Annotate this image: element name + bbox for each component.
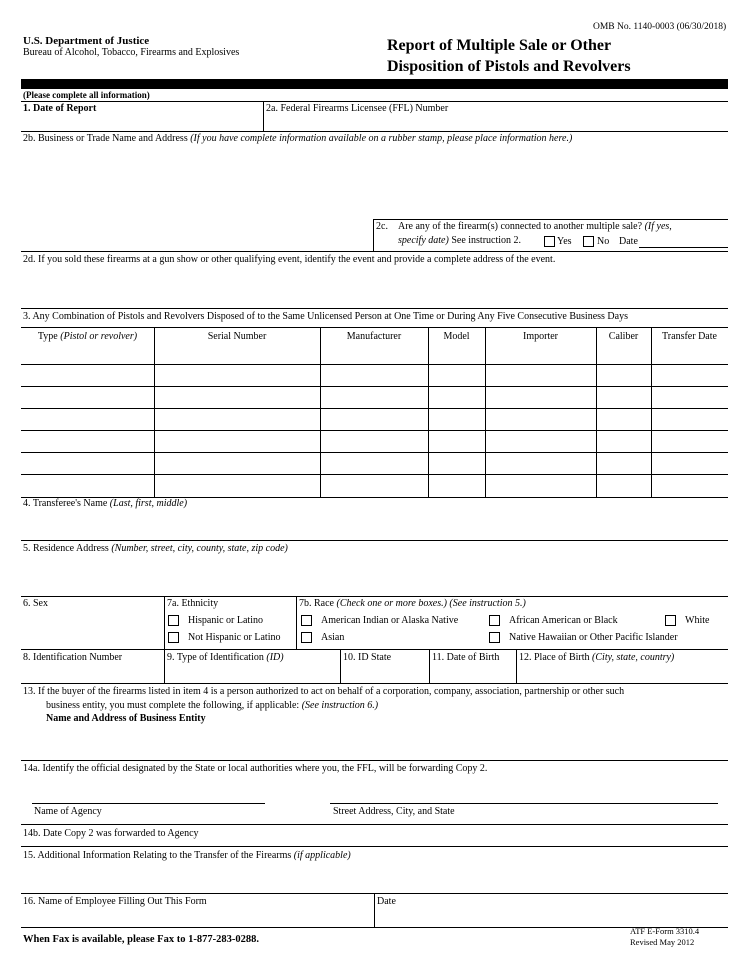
table-row[interactable] bbox=[22, 365, 727, 386]
col-type-header: Type (Pistol or revolver) bbox=[37, 331, 138, 342]
table-row[interactable] bbox=[22, 387, 727, 408]
id-state-label: 10. ID State bbox=[343, 652, 392, 663]
african-american-checkbox[interactable] bbox=[489, 615, 500, 626]
agency-address-field[interactable] bbox=[330, 803, 718, 804]
asian-label: Asian bbox=[321, 632, 345, 643]
agency-label: 14a. Identify the official designated by the State or local authorities where you, the FFL, will be forwarding Copy 2. bbox=[23, 763, 488, 774]
department-name: U.S. Department of Justice bbox=[23, 35, 150, 47]
table-row[interactable] bbox=[22, 453, 727, 474]
multiple-sale-note1: (If yes, bbox=[644, 221, 672, 232]
col-importer-header: Importer bbox=[523, 331, 558, 342]
residence-address-note: (Number, street, city, county, state, zip code) bbox=[111, 543, 288, 554]
col-caliber-header: Caliber bbox=[608, 331, 639, 342]
table-row[interactable] bbox=[22, 475, 727, 496]
form-title-line2: Disposition of Pistols and Revolvers bbox=[387, 58, 631, 75]
date-of-report-field[interactable] bbox=[22, 116, 262, 130]
form-number: ATF E-Form 3310.4 bbox=[630, 926, 700, 936]
agency-address-label: Street Address, City, and State bbox=[333, 806, 455, 817]
date-forwarded-label: 14b. Date Copy 2 was forwarded to Agency bbox=[23, 828, 199, 839]
col-manufacturer-header: Manufacturer bbox=[346, 331, 402, 342]
id-number-field[interactable] bbox=[22, 666, 162, 682]
ethnicity-label: 7a. Ethnicity bbox=[167, 598, 219, 609]
employee-name-field[interactable] bbox=[22, 910, 372, 926]
race-note: (Check one or more boxes.) (See instruction 5.) bbox=[336, 598, 526, 609]
col-transfer-date-header: Transfer Date bbox=[662, 331, 717, 342]
additional-info-note: (if applicable) bbox=[293, 850, 351, 861]
no-checkbox[interactable] bbox=[583, 236, 594, 247]
instruction-note: (Please complete all information) bbox=[23, 90, 150, 100]
employee-name-label: 16. Name of Employee Filling Out This Form bbox=[23, 896, 207, 907]
agency-name-label: Name of Agency bbox=[34, 806, 102, 817]
agency-name-field[interactable] bbox=[32, 803, 265, 804]
multiple-sale-instruction: See instruction 2. bbox=[448, 235, 522, 246]
employee-date-field[interactable] bbox=[376, 910, 727, 926]
place-of-birth-label: 12. Place of Birth bbox=[519, 652, 593, 663]
business-entity-text-line1: 13. If the buyer of the firearms listed in item 4 is a person authorized to act on behalf of a corporation, company, association, partnership or other such bbox=[23, 686, 625, 697]
not-hispanic-label: Not Hispanic or Latino bbox=[188, 632, 281, 643]
business-address-note: (If you have complete information available on a rubber stamp, please place information here.) bbox=[190, 133, 573, 144]
native-hawaiian-checkbox[interactable] bbox=[489, 632, 500, 643]
form-title-line1: Report of Multiple Sale or Other bbox=[387, 37, 612, 54]
residence-address-label: 5. Residence Address bbox=[23, 543, 112, 554]
additional-info-label: 15. Additional Information Relating to the Transfer of the Firearms bbox=[23, 850, 294, 861]
sex-label: 6. Sex bbox=[23, 598, 48, 609]
fax-instruction: When Fax is available, please Fax to 1-877-283-0288. bbox=[23, 934, 259, 945]
business-address-field[interactable] bbox=[22, 147, 372, 247]
no-label: No bbox=[597, 236, 610, 247]
business-entity-field[interactable] bbox=[22, 727, 727, 758]
business-entity-text-line2: business entity, you must complete the following, if applicable: bbox=[46, 700, 302, 711]
hispanic-label: Hispanic or Latino bbox=[188, 615, 263, 626]
race-label: 7b. Race bbox=[299, 598, 337, 609]
native-hawaiian-label: Native Hawaiian or Other Pacific Islander bbox=[509, 632, 678, 643]
gun-show-label: 2d. If you sold these firearms at a gun show or other qualifying event, identify the event and provide a complete address of the event. bbox=[23, 254, 556, 265]
ffl-number-field[interactable] bbox=[265, 116, 727, 130]
residence-address-field[interactable] bbox=[22, 557, 727, 595]
business-entity-note: (See instruction 6.) bbox=[301, 700, 379, 711]
additional-info-field[interactable] bbox=[22, 864, 727, 892]
gun-show-field[interactable] bbox=[22, 268, 727, 306]
table-row[interactable] bbox=[22, 409, 727, 430]
multiple-sale-num: 2c. bbox=[376, 221, 388, 232]
place-of-birth-field[interactable] bbox=[518, 666, 727, 682]
id-type-note: (ID) bbox=[266, 652, 284, 663]
asian-checkbox[interactable] bbox=[301, 632, 312, 643]
white-checkbox[interactable] bbox=[665, 615, 676, 626]
id-type-label: 9. Type of Identification bbox=[167, 652, 267, 663]
african-american-label: African American or Black bbox=[509, 615, 618, 626]
col-model-header: Model bbox=[443, 331, 470, 342]
business-entity-label: Name and Address of Business Entity bbox=[46, 713, 206, 724]
transferee-name-field[interactable] bbox=[22, 512, 727, 538]
multiple-sale-date-label: Date bbox=[619, 236, 638, 247]
col-serial-header: Serial Number bbox=[207, 331, 267, 342]
multiple-sale-question: Are any of the firearm(s) connected to another multiple sale? bbox=[398, 221, 645, 232]
place-of-birth-note: (City, state, country) bbox=[592, 652, 675, 663]
date-of-birth-label: 11. Date of Birth bbox=[432, 652, 500, 663]
firearms-section-label: 3. Any Combination of Pistols and Revolvers Disposed of to the Same Unlicensed Person at One Time or During Any Five Consecutive Business Days bbox=[23, 311, 628, 322]
id-type-field[interactable] bbox=[166, 666, 338, 682]
revision-date: Revised May 2012 bbox=[630, 937, 695, 947]
multiple-sale-note2: specify date) bbox=[398, 235, 449, 246]
omb-number: OMB No. 1140-0003 (06/30/2018) bbox=[593, 22, 727, 32]
date-forwarded-field[interactable] bbox=[240, 826, 727, 844]
bureau-name: Bureau of Alcohol, Tobacco, Firearms and Explosives bbox=[23, 47, 240, 58]
header-rule bbox=[21, 79, 728, 89]
id-number-label: 8. Identification Number bbox=[23, 652, 123, 663]
transferee-name-note: (Last, first, middle) bbox=[109, 498, 188, 509]
multiple-sale-date-field[interactable] bbox=[639, 247, 728, 248]
yes-label: Yes bbox=[557, 236, 572, 247]
employee-date-label: Date bbox=[377, 896, 396, 907]
white-label: White bbox=[685, 615, 710, 626]
transferee-name-label: 4. Transferee's Name bbox=[23, 498, 110, 509]
american-indian-label: American Indian or Alaska Native bbox=[321, 615, 459, 626]
yes-checkbox[interactable] bbox=[544, 236, 555, 247]
table-row[interactable] bbox=[22, 431, 727, 452]
hispanic-checkbox[interactable] bbox=[168, 615, 179, 626]
not-hispanic-checkbox[interactable] bbox=[168, 632, 179, 643]
business-address-label: 2b. Business or Trade Name and Address bbox=[23, 133, 191, 144]
id-state-field[interactable] bbox=[342, 666, 427, 682]
date-of-birth-field[interactable] bbox=[431, 666, 514, 682]
sex-field[interactable] bbox=[22, 612, 162, 646]
date-of-report-label: 1. Date of Report bbox=[23, 103, 97, 114]
american-indian-checkbox[interactable] bbox=[301, 615, 312, 626]
ffl-number-label: 2a. Federal Firearms Licensee (FFL) Number bbox=[266, 103, 449, 114]
